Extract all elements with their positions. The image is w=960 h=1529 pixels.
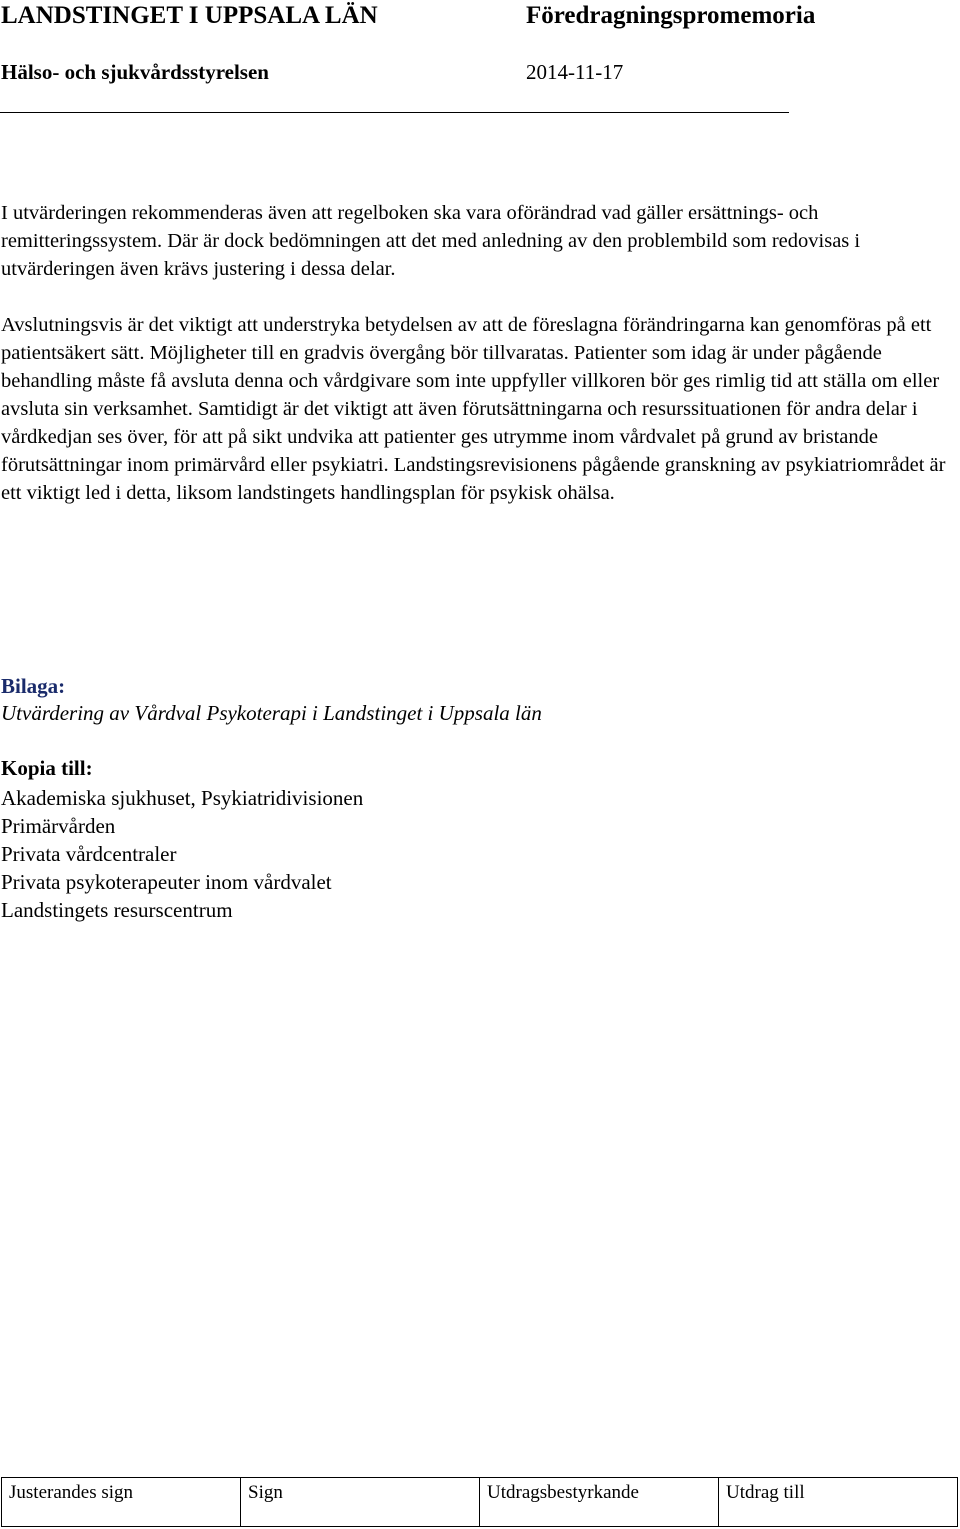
signature-cell-sign: Sign <box>241 1478 480 1527</box>
copy-to-recipient: Privata vårdcentraler <box>1 842 177 866</box>
attachment-title: Utvärdering av Vårdval Psykoterapi i Landstinget i Uppsala län <box>1 701 542 725</box>
signature-row <box>2 1478 958 1527</box>
document-date: 2014-11-17 <box>526 60 624 84</box>
signature-table <box>1 1477 958 1527</box>
document-type: Föredragningspromemoria <box>526 2 816 29</box>
copy-to-recipient: Akademiska sjukhuset, Psykiatridivisionen <box>1 786 364 810</box>
copy-to-list <box>1 784 363 924</box>
copy-to-heading: Kopia till: <box>1 756 93 780</box>
copy-to-recipient: Primärvården <box>1 814 116 838</box>
organization-name: LANDSTINGET I UPPSALA LÄN <box>1 2 378 29</box>
copy-to-recipient: Landstingets resurscentrum <box>1 898 233 922</box>
board-name: Hälso- och sjukvårdsstyrelsen <box>1 60 269 84</box>
body-paragraph-1: I utvärderingen rekommenderas även att regelboken ska vara oförändrad vad gäller ersättnings- och remitteringssystem. Där är dock bedömningen att det med anledning av den problembild som redovisas i utvärderingen även krävs justering i dessa delar. <box>1 202 861 280</box>
copy-to-recipient: Privata psykoterapeuter inom vårdvalet <box>1 870 332 894</box>
body-paragraph-2: Avslutningsvis är det viktigt att understryka betydelsen av att de föreslagna förändringarna kan genomföras på ett patientsäkert sätt. Möjligheter till en gradvis övergång bör tillvaratas. Patienter som idag är under pågående behandling måste få avsluta denna och vårdgivare som inte uppfyller villkoren bör ges rimlig tid att ställa om eller avsluta sin verksamhet. Samtidigt är det viktigt att även förutsättningarna och resurssituationen för andra delar i vårdkedjan ses över, för att på sikt undvika att patienter ges utrymme inom vårdvalet på grund av bristande förutsättningar inom primärvård eller psykiatri. Landstingsrevisionens pågående granskning av psykiatriområdet är ett viktigt led i detta, liksom landstingets handlingsplan för psykisk ohälsa. <box>1 314 946 504</box>
attachment-heading: Bilaga: <box>1 674 66 698</box>
signature-cell-utdrag-till: Utdrag till <box>719 1478 958 1527</box>
header-divider <box>0 112 789 113</box>
signature-cell-justerandes-sign: Justerandes sign <box>2 1478 241 1527</box>
signature-cell-utdragsbestyrkande: Utdragsbestyrkande <box>480 1478 719 1527</box>
